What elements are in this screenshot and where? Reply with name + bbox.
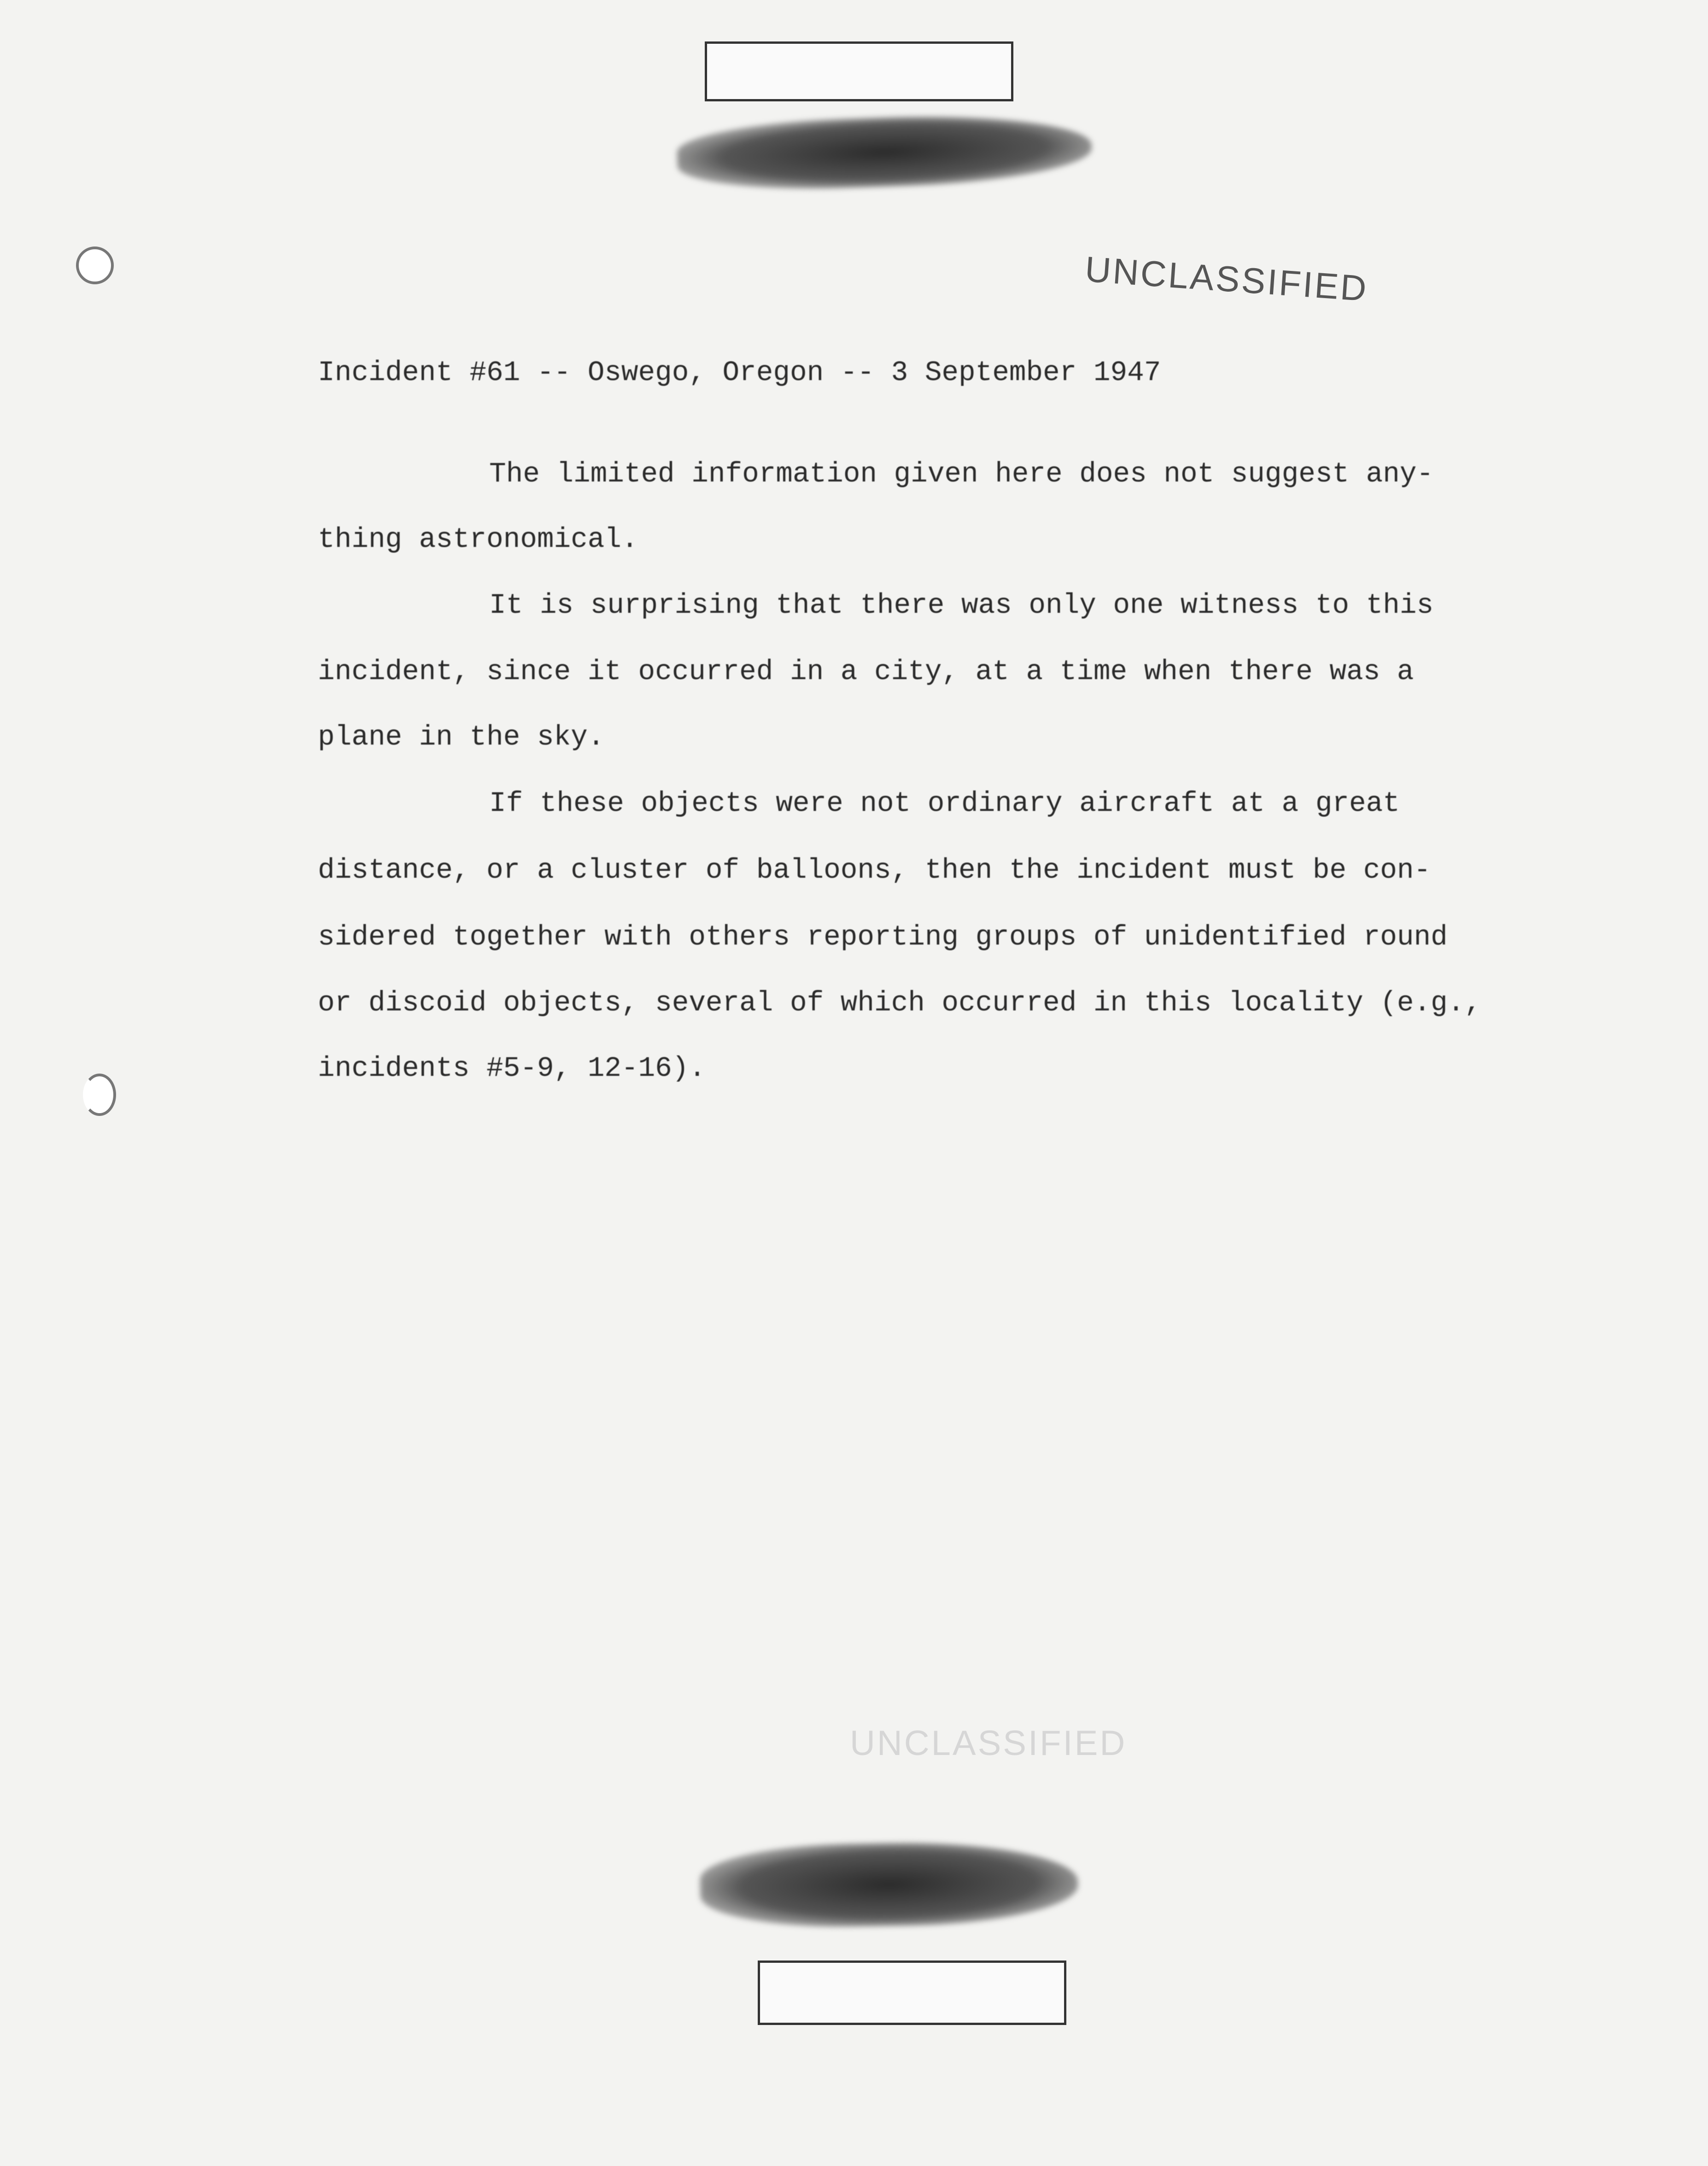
punch-hole-bottom	[83, 1074, 116, 1116]
punch-hole-top	[76, 247, 114, 284]
incident-title: Incident #61 -- Oswego, Oregon -- 3 September 1947	[318, 357, 1161, 389]
unclassified-stamp-top: UNCLASSIFIED	[1083, 248, 1370, 309]
bottom-box	[758, 1961, 1066, 2025]
paragraph-3-line-4: or discoid objects, several of which occurred in this locality (e.g.,	[318, 987, 1481, 1019]
paragraph-3-line-5: incidents #5-9, 12-16).	[318, 1053, 706, 1085]
paragraph-2-line-3: plane in the sky.	[318, 722, 605, 753]
unclassified-stamp-bottom: UNCLASSIFIED	[850, 1724, 1127, 1763]
paragraph-3-line-2: distance, or a cluster of balloons, then the incident must be con-	[318, 855, 1431, 886]
paragraph-2-line-1: It is surprising that there was only one witness to this	[489, 590, 1433, 622]
paragraph-3-line-1: If these objects were not ordinary aircraft at a great	[489, 788, 1400, 820]
paragraph-1-line-2: thing astronomical.	[318, 524, 638, 556]
paragraph-2-line-2: incident, since it occurred in a city, at a time when there was a	[318, 656, 1414, 688]
paragraph-3-line-3: sidered together with others reporting groups of unidentified round	[318, 922, 1448, 953]
paragraph-1-line-1: The limited information given here does not suggest any-	[489, 458, 1433, 490]
top-redaction	[676, 110, 1093, 194]
bottom-redaction	[699, 1840, 1078, 1929]
top-box	[705, 41, 1013, 101]
